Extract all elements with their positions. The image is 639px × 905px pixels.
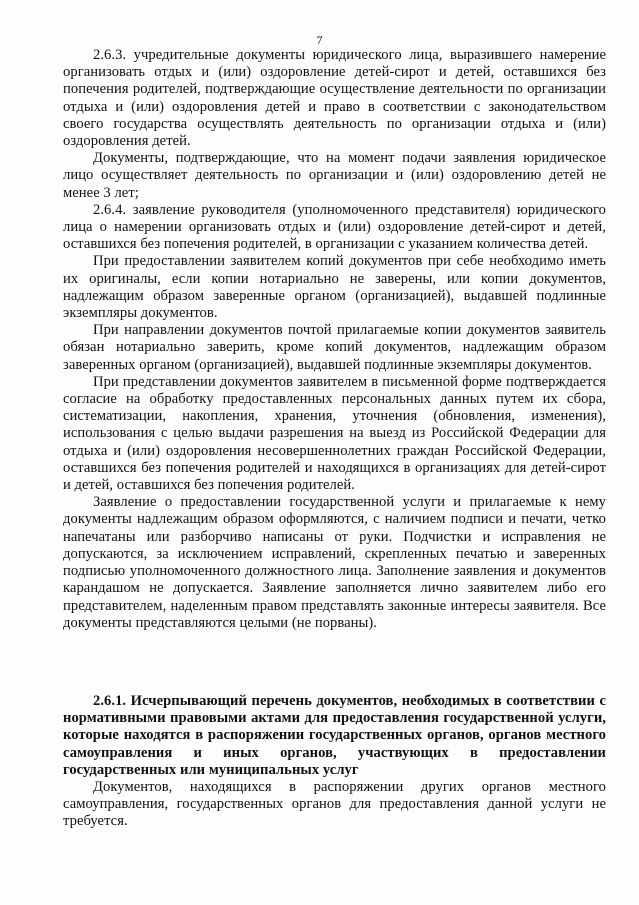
main-text [63,47,606,632]
paragraph-documents-confirming: Документы, подтверждающие, что на момент подачи заявления юридическое лицо осуществляет деятельность по организации и (или) оздоровлению детей не менее 3 лет; [63,150,606,201]
section-body: Документов, находящихся в распоряжении других органов местного самоуправления, государственных органов для предоставления данной услуги не требуется. [63,779,606,830]
paragraph-application-requirements: Заявление о предоставлении государственной услуги и прилагаемые к нему документы надлежащим образом оформляются, с наличием подписи и печати, четко напечатаны или разборчиво написаны от руки. Подчистки и исправления не допускаются, за исключением исправлений, скрепленных печатью и заверенных подписью уполномоченного должностного лица. Заполнение заявления и документов карандашом не допускается. Заявление заполняется лично заявителем либо его представителем, наделенным правом представлять законные интересы заявителя. Все документы представляются целыми (не порваны). [63,494,606,631]
section-2-6-1 [63,693,606,831]
paragraph-2-6-3: 2.6.3. учредительные документы юридического лица, выразившего намерение организовать отдых и (или) оздоровление детей-сирот и детей, оставшихся без попечения родителей, подтверждающие осуществление деятельности по организации отдыха и (или) оздоровления детей и право в соответствии с законодательством своего государства осуществлять деятельность по организации отдыха и (или) оздоровления детей. [63,47,606,150]
paragraph-postal-submission: При направлении документов почтой прилагаемые копии документов заявитель обязан нотариально заверить, кроме копий документов, надлежащим образом заверенных органом (организацией), выдавшей подлинные экземпляры документов. [63,322,606,373]
paragraph-copies-originals: При предоставлении заявителем копий документов при себе необходимо иметь их оригиналы, если копии нотариально не заверены, или копии документов, надлежащим образом заверенные органом (организацией), выдавшей подлинные экземпляры документов. [63,253,606,322]
paragraph-2-6-4: 2.6.4. заявление руководителя (уполномоченного представителя) юридического лица о намерении организовать отдых и (или) оздоровление детей-сирот и детей, оставшихся без попечения родителей, в организации с указанием количества детей. [63,201,606,253]
page-number: 7 [316,33,323,47]
paragraph-personal-data-consent: При представлении документов заявителем в письменной форме подтверждается согласие на обработку предоставленных персональных данных путем их сбора, систематизации, накопления, хранения, уточнения (обновления, изменения), использования с целью выдачи разрешения на выезд из Российской Федерации для отдыха и (или) оздоровления несовершеннолетних граждан Российской Федерации, оставшихся без попечения родителей и находящихся в организациях для детей-сирот и детей, оставшихся без попечения родителей. [63,373,606,494]
section-heading: 2.6.1. Исчерпывающий перечень документов, необходимых в соответствии с нормативными правовыми актами для предоставления государственной услуги, которые находятся в распоряжении государственных органов, органов местного самоуправления и иных органов, участвующих в предоставлении государственных или муниципальных услуг [63,693,606,778]
